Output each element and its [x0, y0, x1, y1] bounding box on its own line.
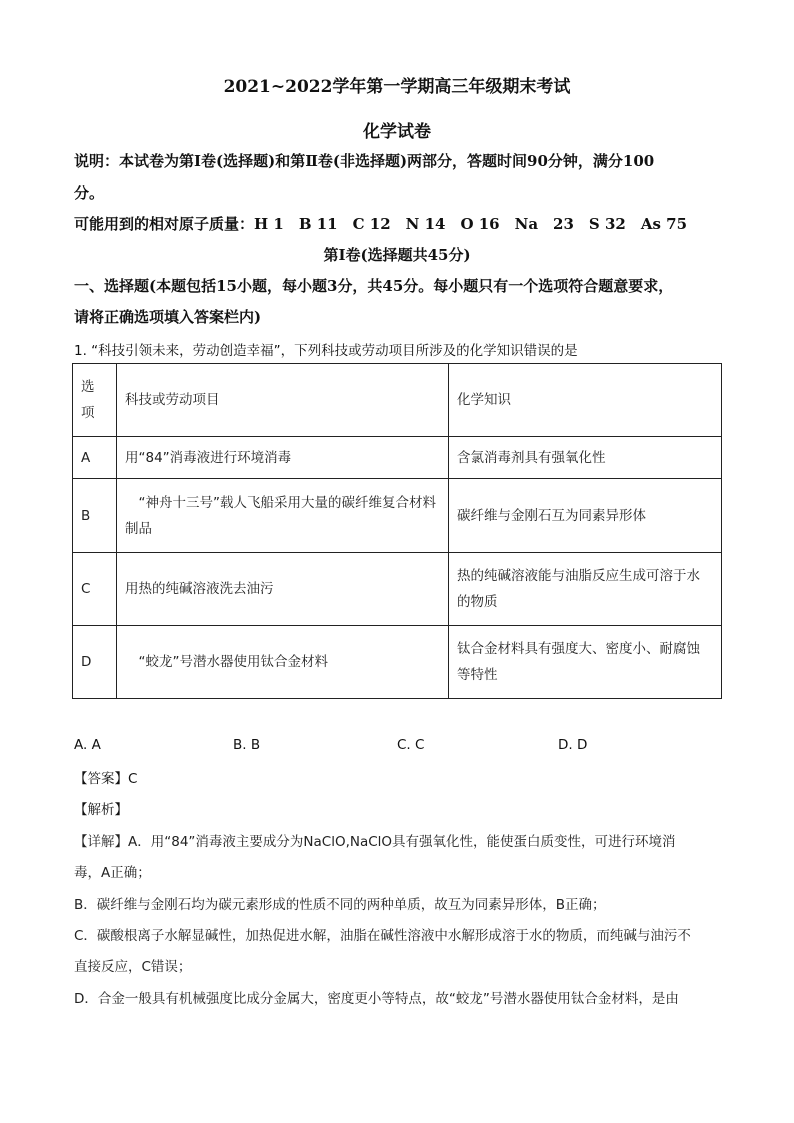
row-option: C — [73, 553, 117, 626]
table-row — [73, 437, 722, 479]
table-header-row — [73, 364, 722, 437]
choice-a: A. A — [74, 737, 101, 753]
row-option: D — [73, 626, 117, 699]
row-option: B — [73, 479, 117, 553]
row-knowledge: 含氯消毒剂具有强氧化性 — [449, 437, 722, 479]
choice-d: D. D — [558, 737, 588, 753]
table-row — [73, 479, 722, 553]
atomic-masses: 可能用到的相对原子质量：H 1 B 11 C 12 N 14 O 16 Na 23 S 32 As 75 — [74, 215, 688, 233]
question-stem: 1. “科技引领未来，劳动创造幸福”，下列科技或劳动项目所涉及的化学知识错误的是 — [74, 343, 578, 359]
answer-label: 【答案】C — [74, 771, 138, 787]
header-knowledge: 化学知识 — [449, 364, 722, 437]
part-instructions-line-2: 请将正确选项填入答案栏内) — [74, 308, 262, 326]
row-knowledge: 钛合金材料具有强度大、密度小、耐腐蚀等特性 — [449, 626, 722, 699]
instructions-line-1: 说明：本试卷为第Ⅰ卷(选择题)和第Ⅱ卷(非选择题)两部分，答题时间90分钟，满分100 — [74, 152, 655, 170]
analysis-label: 【解析】 — [74, 802, 128, 818]
exam-subject: 化学试卷 — [363, 122, 431, 142]
options-table — [72, 363, 722, 699]
table-row — [73, 626, 722, 699]
choice-b: B. B — [233, 737, 261, 753]
row-project: “神舟十三号”载人飞船采用大量的碳纤维复合材料制品 — [117, 479, 449, 553]
choice-c: C. C — [397, 737, 425, 753]
header-option: 选 项 — [73, 364, 117, 437]
explanation-line: 直接反应，C错误； — [74, 959, 192, 975]
volume-title: 第Ⅰ卷(选择题共45分) — [323, 246, 471, 264]
instructions-line-2: 分。 — [74, 184, 105, 202]
exam-title: 2021~2022学年第一学期高三年级期末考试 — [223, 77, 571, 97]
explanation-line: C．碳酸根离子水解显碱性，加热促进水解，油脂在碱性溶液中水解形成溶于水的物质，而纯碱与油污不 — [74, 928, 691, 944]
row-option: A — [73, 437, 117, 479]
table-row — [73, 553, 722, 626]
row-project: 用热的纯碱溶液洗去油污 — [117, 553, 449, 626]
row-knowledge: 热的纯碱溶液能与油脂反应生成可溶于水的物质 — [449, 553, 722, 626]
part-instructions-line-1: 一、选择题(本题包括15小题，每小题3分，共45分。每小题只有一个选项符合题意要求， — [74, 277, 674, 295]
explanation-line: 毒，A正确； — [74, 865, 151, 881]
row-knowledge: 碳纤维与金刚石互为同素异形体 — [449, 479, 722, 553]
header-project: 科技或劳动项目 — [117, 364, 449, 437]
explanation-line: D．合金一般具有机械强度比成分金属大，密度更小等特点，故“蛟龙”号潜水器使用钛合金材料，是由 — [74, 991, 679, 1007]
explanation-line: B．碳纤维与金刚石均为碳元素形成的性质不同的两种单质，故互为同素异形体，B正确； — [74, 897, 606, 913]
row-project: 用“84”消毒液进行环境消毒 — [117, 437, 449, 479]
explanation-line: 【详解】A．用“84”消毒液主要成分为NaClO,NaClO具有强氧化性，能使蛋白质变性，可进行环境消 — [74, 834, 676, 850]
row-project: “蛟龙”号潜水器使用钛合金材料 — [117, 626, 449, 699]
